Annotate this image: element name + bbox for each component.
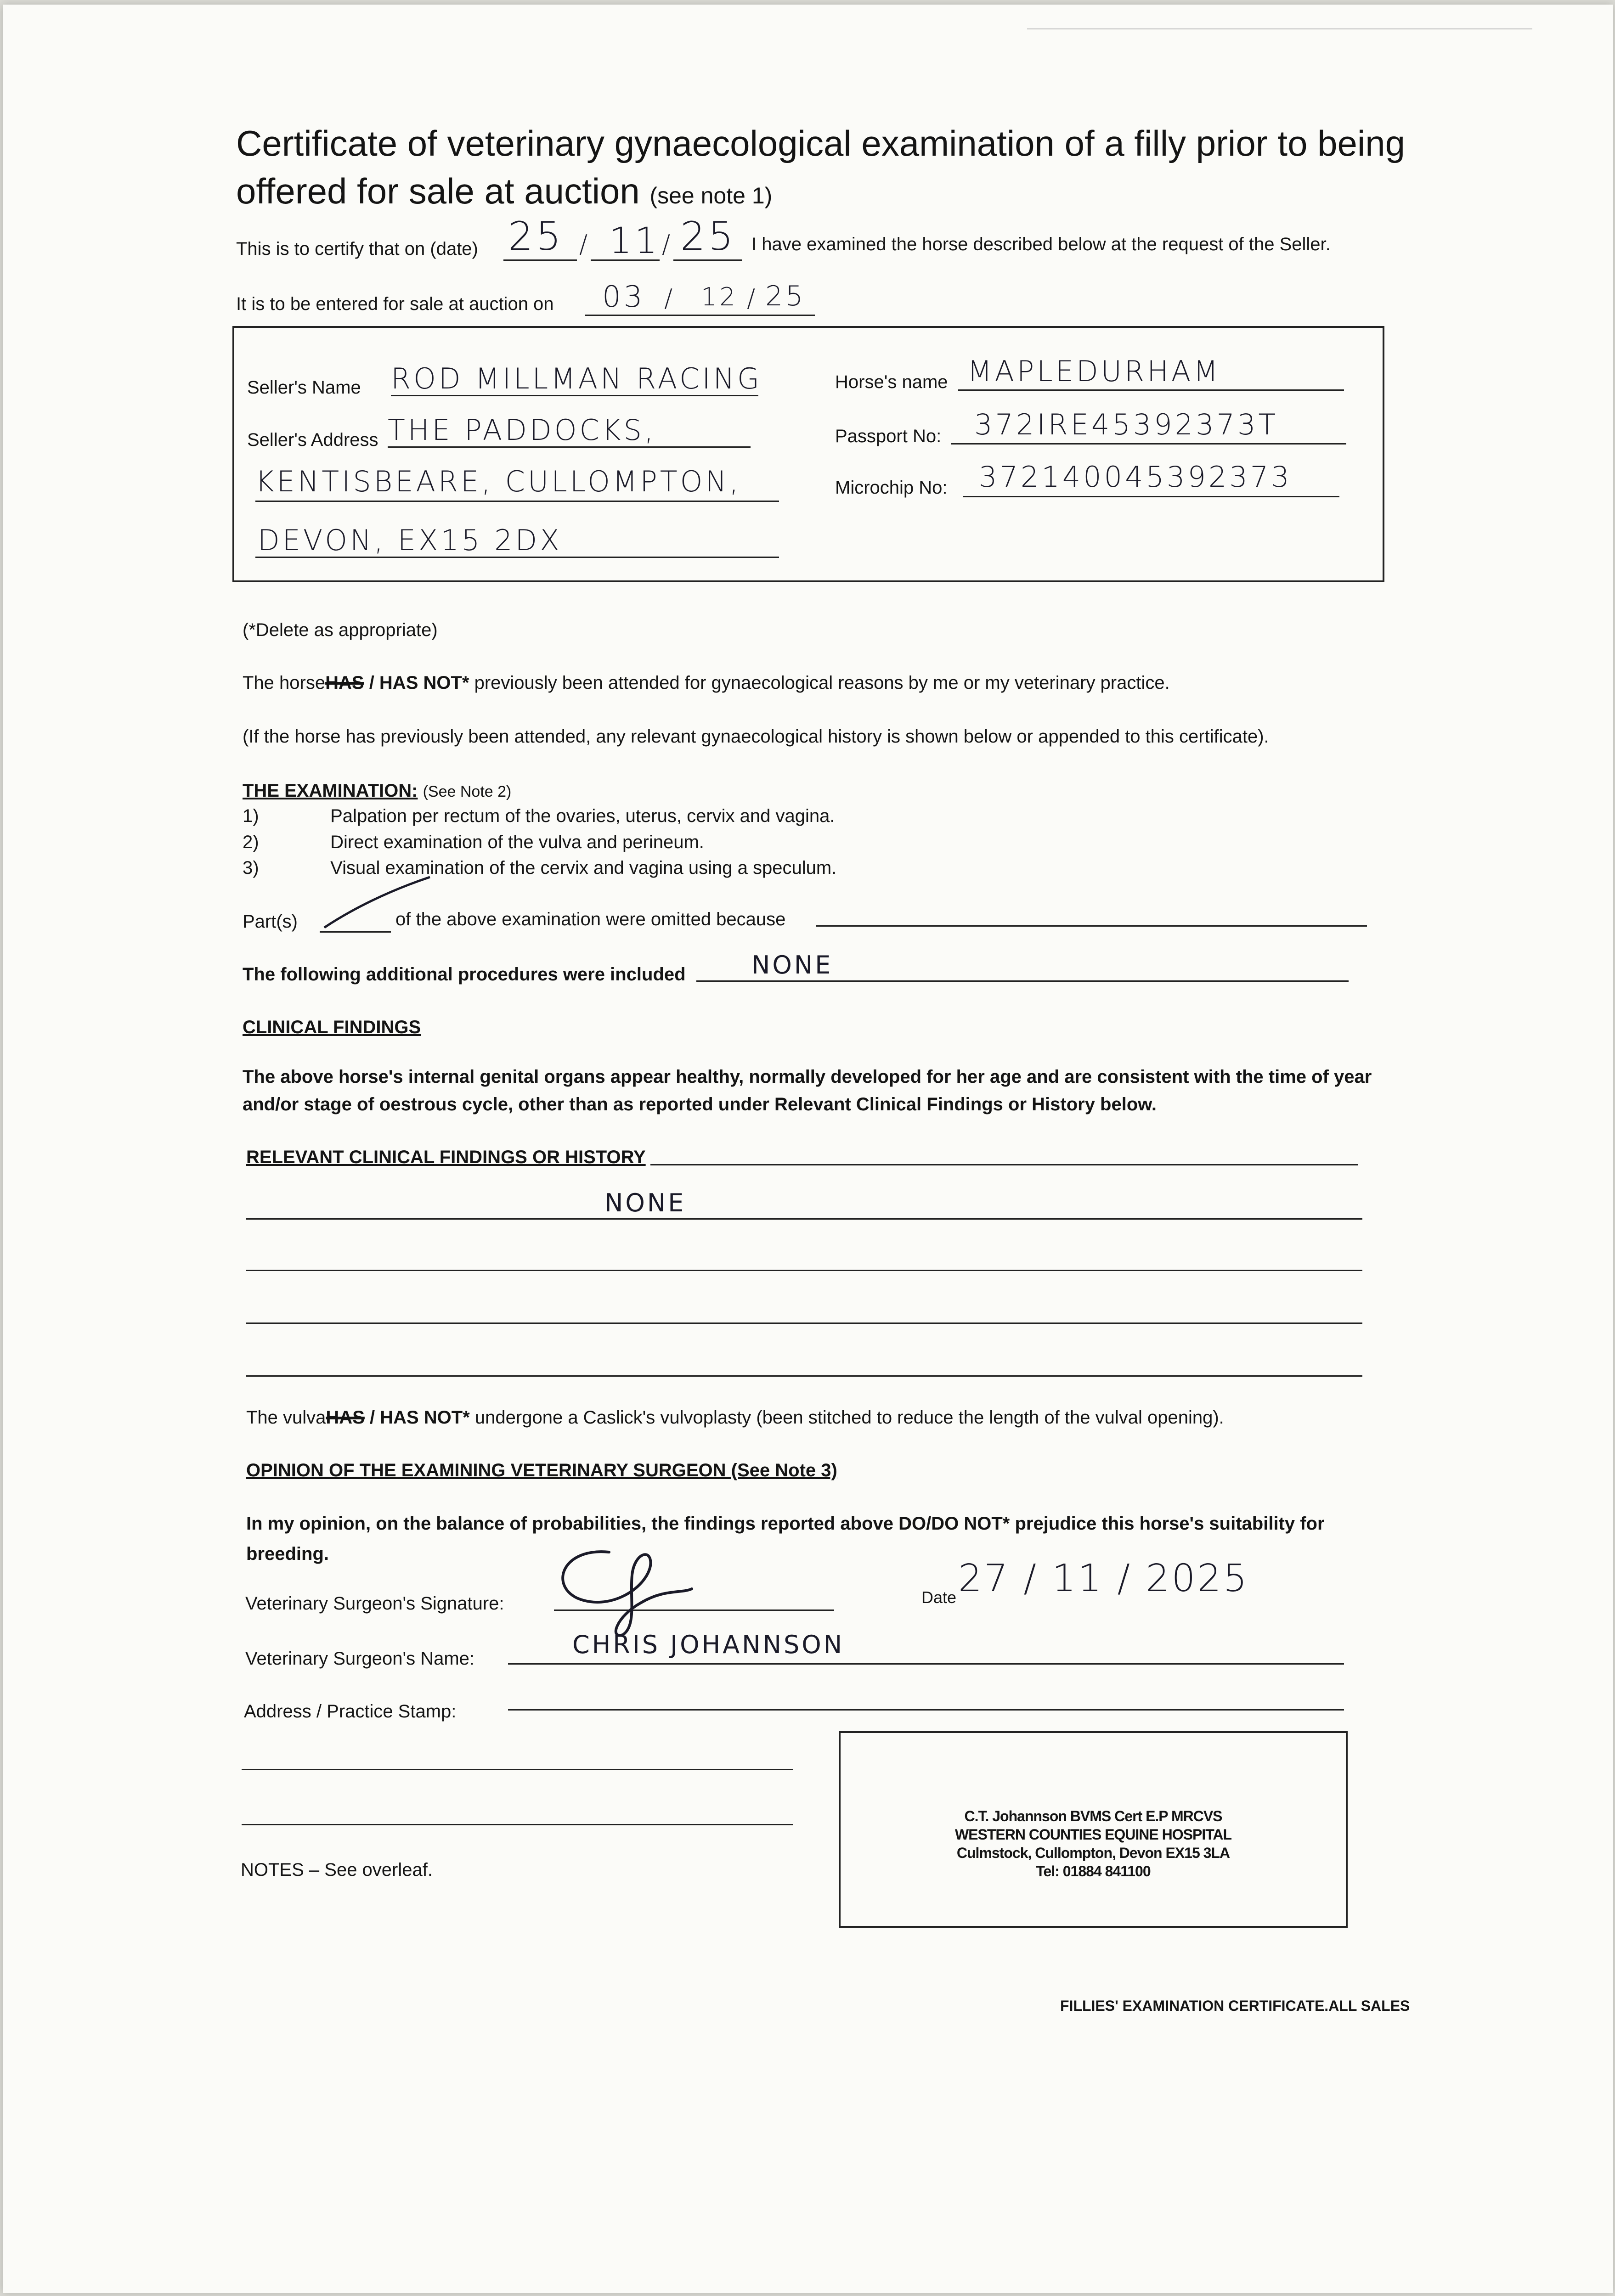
- relevant-line-0: [650, 1164, 1358, 1165]
- top-rule: [1027, 28, 1532, 29]
- seller-name-line: [391, 395, 758, 396]
- auction-label: It is to be entered for sale at auction on: [236, 294, 554, 314]
- stamp-line1: C.T. Johannson BVMS Cert E.P MRCVS: [964, 1808, 1222, 1824]
- seller-address-line2: KENTISBEARE, CULLOMPTON,: [255, 465, 741, 498]
- attended-line: [243, 673, 1170, 693]
- seller-address-rule3: [255, 557, 779, 558]
- microchip-line: [963, 496, 1339, 497]
- relevant-line-3: [246, 1322, 1362, 1324]
- footer-label: FILLIES' EXAMINATION CERTIFICATE.ALL SALES: [1060, 1998, 1410, 2014]
- page-title: [236, 119, 1430, 219]
- passport-number: 372IRE45392373T: [974, 408, 1279, 441]
- exam-item-num: 1): [243, 806, 259, 826]
- title-text: Certificate of veterinary gynaecological examination of a filly prior to being offered for sale at auction: [236, 123, 1405, 211]
- certify-year-line: [673, 259, 742, 261]
- attended-suffix: previously been attended for gynaecological reasons by me or my veterinary practice.: [474, 673, 1170, 693]
- seller-address-label: Seller's Address: [247, 430, 378, 450]
- additional-line: [696, 980, 1349, 982]
- relevant-heading: RELEVANT CLINICAL FINDINGS OR HISTORY: [246, 1147, 646, 1167]
- examination-heading-text: THE EXAMINATION:: [243, 781, 418, 801]
- exam-item-text: Palpation per rectum of the ovaries, uterus, cervix and vagina.: [330, 806, 835, 826]
- auction-month: 12: [701, 282, 738, 311]
- attended-has-not: / HAS NOT*: [369, 673, 469, 693]
- stamp-line4: Tel: 01884 841100: [1036, 1863, 1151, 1880]
- auction-year: 25: [765, 280, 806, 312]
- certify-prefix: This is to certify that on (date): [236, 239, 478, 259]
- certify-sep1: /: [579, 230, 591, 259]
- exam-item: [243, 832, 704, 853]
- vulva-line: [246, 1407, 1224, 1428]
- clinical-heading: CLINICAL FINDINGS: [243, 1017, 421, 1037]
- microchip-label: Microchip No:: [835, 478, 948, 498]
- horse-name-label: Horse's name: [835, 372, 948, 392]
- relevant-line-2: [246, 1270, 1362, 1271]
- history-note: (If the horse has previously been attended, any relevant gynaecological history is shown below or appended to this certificate).: [243, 726, 1269, 747]
- certify-suffix: I have examined the horse described below at the request of the Seller.: [751, 234, 1331, 254]
- examination-heading-note: (See Note 2): [423, 783, 512, 800]
- auction-sep1: /: [664, 284, 676, 313]
- certify-day: 25: [508, 214, 564, 259]
- vulva-suffix: undergone a Caslick's vulvoplasty (been stitched to reduce the length of the vulval opening).: [474, 1407, 1224, 1428]
- vet-name: CHRIS JOHANNSON: [572, 1630, 845, 1659]
- relevant-value: NONE: [604, 1188, 686, 1217]
- auction-sep2: /: [747, 284, 758, 313]
- signature-label: Veterinary Surgeon's Signature:: [245, 1593, 504, 1614]
- relevant-line-1: [246, 1218, 1362, 1220]
- vet-name-line: [508, 1663, 1344, 1665]
- delete-note: (*Delete as appropriate): [243, 620, 438, 640]
- opinion-text: In my opinion, on the balance of probabilities, the findings reported above DO/DO NOT* prejudice this horse's suitability for breeding.: [246, 1514, 1325, 1564]
- stamp-line3: Culmstock, Cullompton, Devon EX15 3LA: [956, 1845, 1230, 1861]
- clinical-text: The above horse's internal genital organs appear healthy, normally developed for her age and are consistent with the time of year and/or stage of oestrous cycle, other than as reported under Relevant Clinical Findings or History below.: [243, 1067, 1372, 1114]
- opinion-heading: OPINION OF THE EXAMINING VETERINARY SURGEON (See Note 3): [246, 1460, 837, 1480]
- passport-label: Passport No:: [835, 426, 942, 446]
- seller-address-rule1: [388, 446, 751, 448]
- horse-name-line: [958, 389, 1344, 391]
- seller-address-rule2: [255, 501, 779, 502]
- certify-year: 25: [680, 214, 736, 259]
- vulva-prefix: The vulva: [246, 1407, 326, 1428]
- vulva-has-struck: HAS: [326, 1407, 365, 1428]
- horse-name: MAPLEDURHAM: [967, 355, 1221, 388]
- seller-name-label: Seller's Name: [247, 377, 361, 398]
- exam-item-text: Visual examination of the cervix and vagina using a speculum.: [330, 858, 837, 878]
- exam-item-num: 2): [243, 832, 259, 852]
- seller-address-line1: THE PADDOCKS,: [388, 413, 656, 447]
- certify-month: 11: [609, 220, 661, 262]
- address-line-1: [508, 1709, 1344, 1711]
- passport-line: [951, 443, 1346, 445]
- vulva-has-not: / HAS NOT*: [370, 1407, 470, 1428]
- additional-value: NONE: [751, 951, 833, 979]
- certificate-page: [3, 5, 1613, 2293]
- seller-address-line3: DEVON, EX15 2DX: [258, 523, 562, 557]
- microchip-number: 372140045392373: [979, 460, 1292, 494]
- attended-has-struck: HAS: [325, 673, 364, 693]
- seller-name: ROD MILLMAN RACING: [391, 362, 762, 395]
- certify-sep2: /: [662, 230, 673, 259]
- address-line-2: [242, 1769, 793, 1770]
- vet-name-label: Veterinary Surgeon's Name:: [245, 1649, 475, 1669]
- address-line-3: [242, 1824, 793, 1825]
- exam-item-text: Direct examination of the vulva and perineum.: [330, 832, 704, 852]
- auction-date-line: [585, 315, 815, 316]
- title-note: (see note 1): [649, 183, 773, 208]
- examination-heading: [243, 781, 511, 801]
- date-label: Date: [921, 1588, 957, 1607]
- stamp-line2: WESTERN COUNTIES EQUINE HOSPITAL: [954, 1826, 1232, 1843]
- parts-suffix: of the above examination were omitted because: [395, 909, 786, 929]
- attended-prefix: The horse: [243, 673, 326, 693]
- auction-day: 03: [602, 280, 645, 314]
- address-stamp-label: Address / Practice Stamp:: [244, 1701, 457, 1722]
- notes: NOTES – See overleaf.: [241, 1860, 433, 1880]
- practice-stamp: [839, 1807, 1348, 1880]
- certify-day-line: [503, 259, 577, 261]
- relevant-line-4: [246, 1375, 1362, 1377]
- parts-prefix: Part(s): [243, 912, 298, 932]
- parts-reason-line: [816, 925, 1367, 927]
- signature-date: 27 / 11 / 2025: [958, 1557, 1249, 1600]
- exam-item: [243, 806, 835, 827]
- additional-label: The following additional procedures were included: [243, 964, 686, 985]
- exam-item-num: 3): [243, 858, 259, 878]
- signature-mark: [536, 1538, 728, 1639]
